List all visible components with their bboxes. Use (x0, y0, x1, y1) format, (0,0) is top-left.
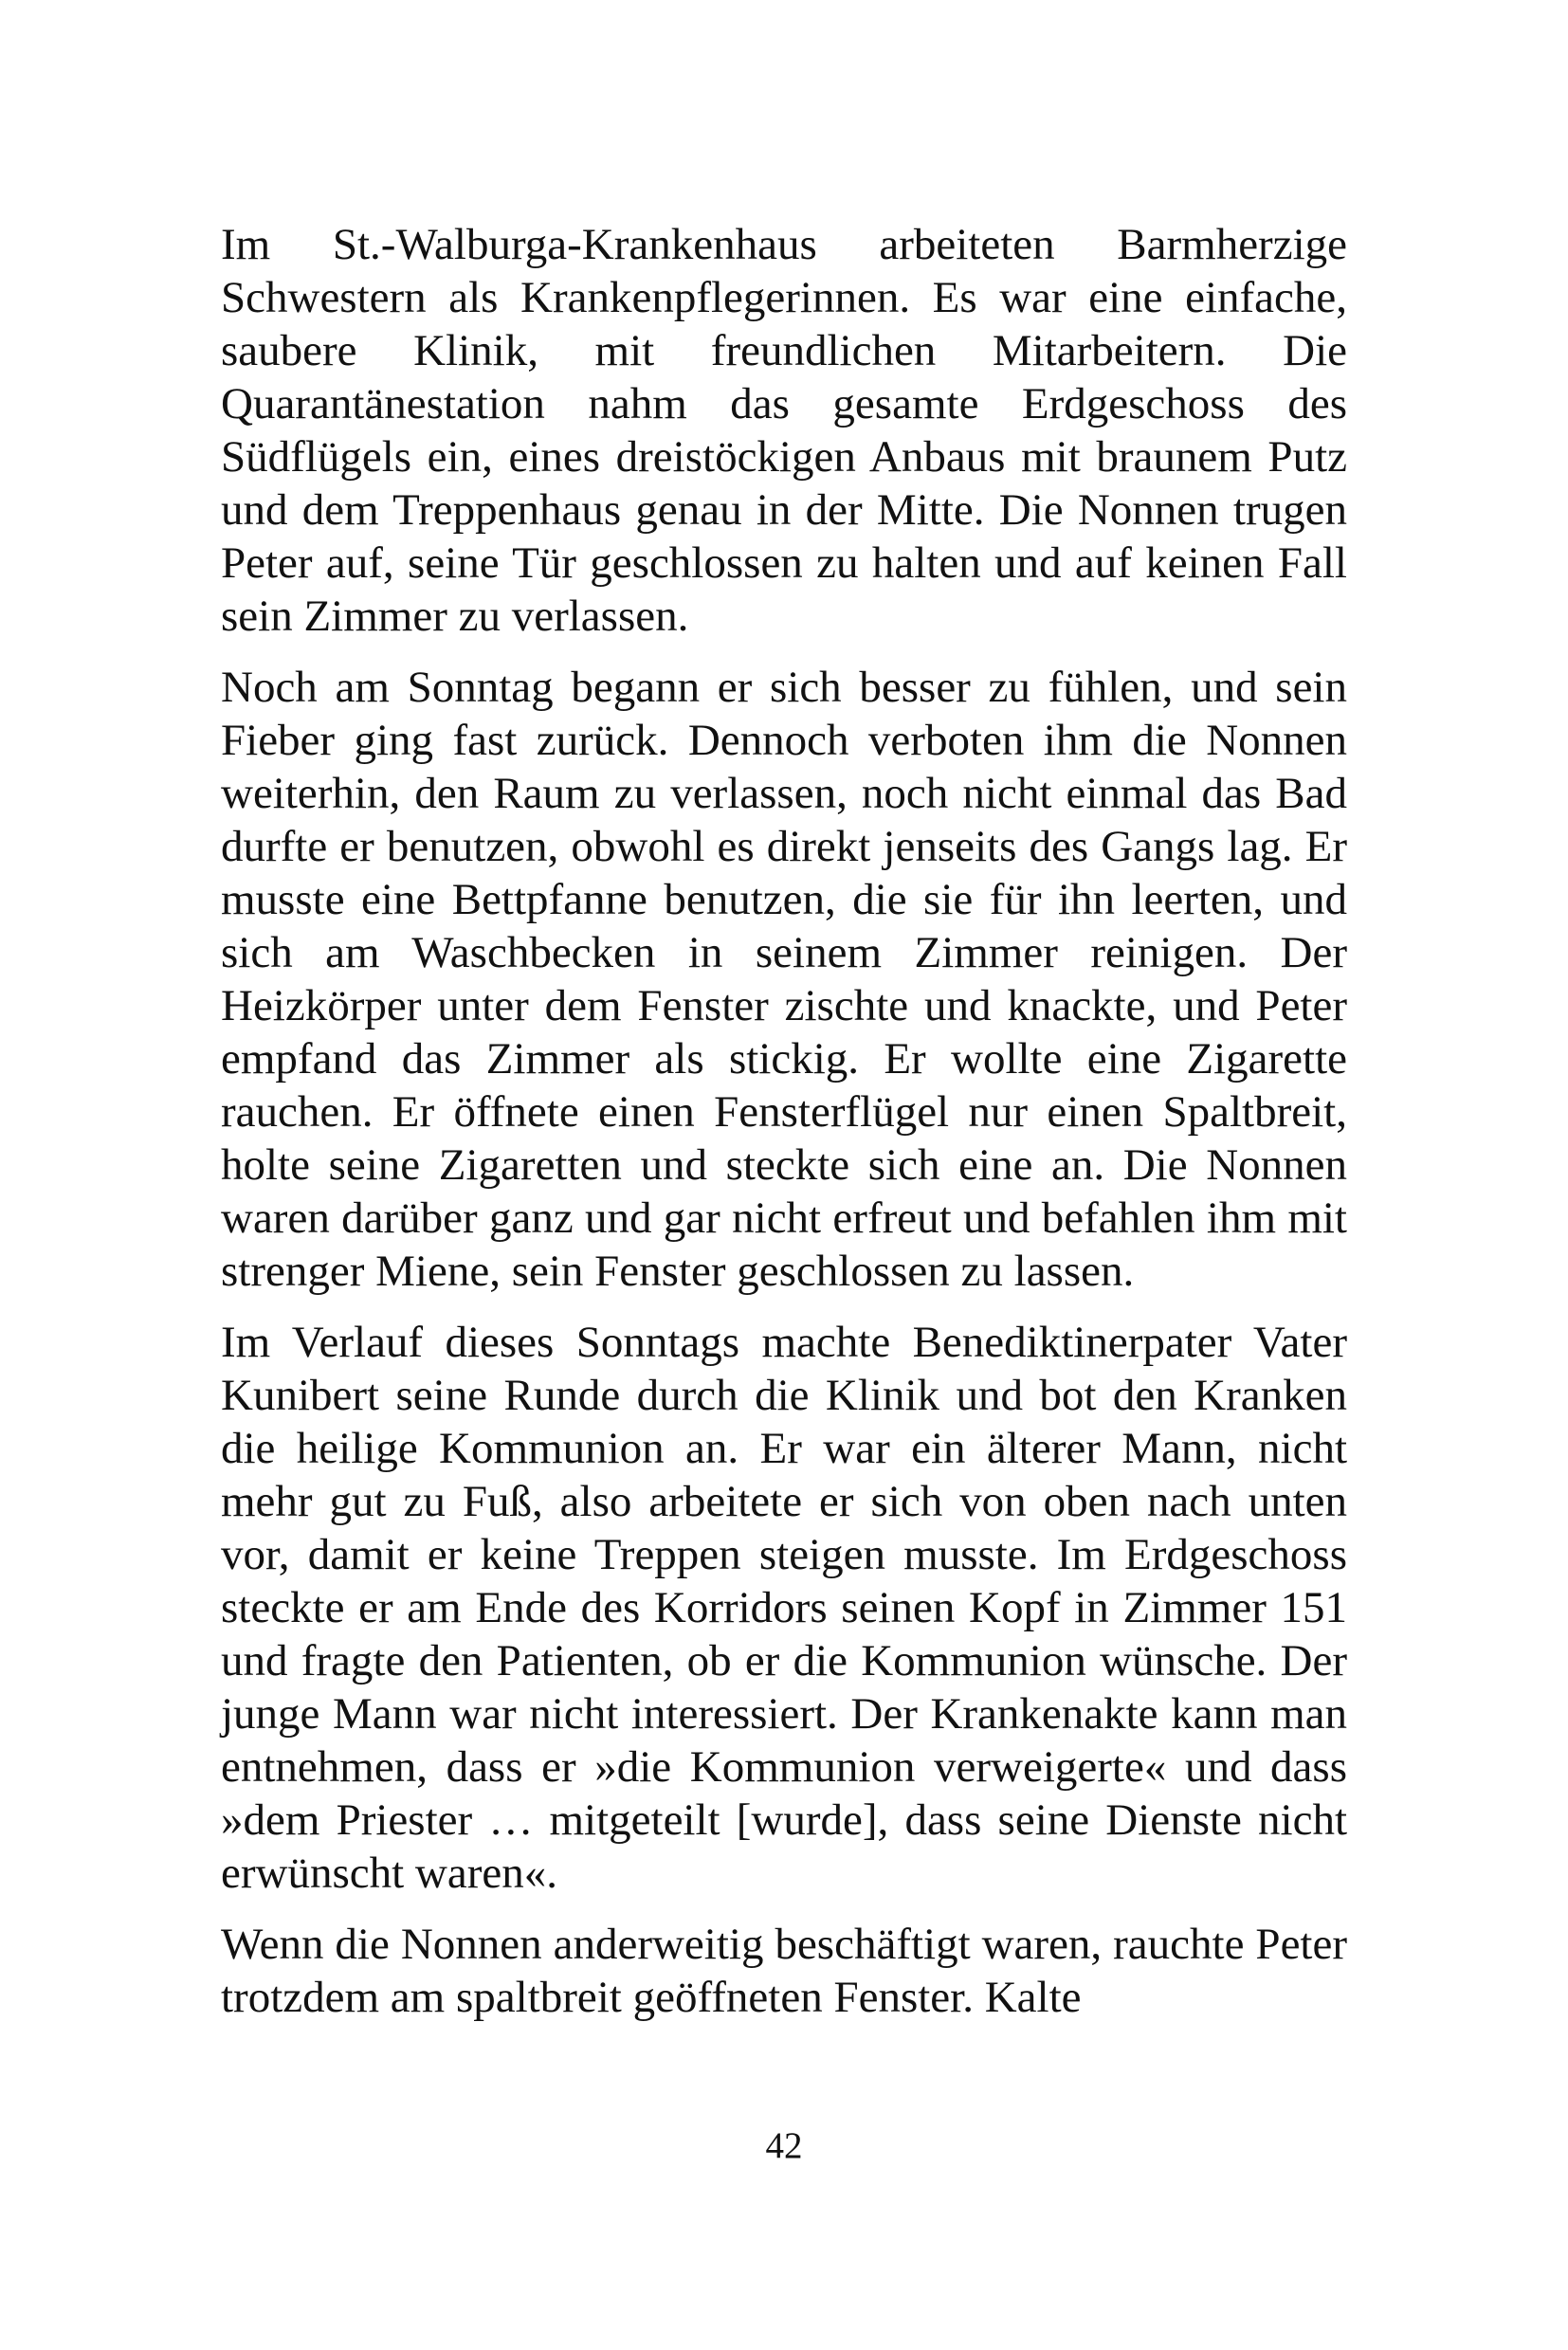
paragraph-3: Im Verlauf dieses Sonntags machte Benediktinerpater Vater Kunibert seine Runde durch die Klinik und bot den Kranken die heilige Kommunion an. Er war ein älterer Mann, nicht mehr gut zu Fuß, also arbeitete er sich von oben nach unten vor, damit er keine Treppen steigen musste. Im Erdgeschoss steckte er am Ende des Korridors seinen Kopf in Zimmer 151 und fragte den Patienten, ob er die Kommunion wünsche. Der junge Mann war nicht interessiert. Der Krankenakte kann man entnehmen, dass er »die Kommunion verweigerte« und dass »dem Priester … mitgeteilt [wurde], dass seine Dienste nicht erwünscht waren«. (221, 1318, 1347, 1898)
paragraph-1: Im St.-Walburga-Krankenhaus arbeiteten Barmherzige Schwestern als Krankenpflegerinnen. Es war eine einfache, saubere Klinik, mit freundlichen Mitarbeitern. Die Quarantänestation nahm das gesamte Erdgeschoss des Südflügels ein, eines dreistöckigen Anbaus mit braunem Putz und dem Treppenhaus genau in der Mitte. Die Nonnen trugen Peter auf, seine Tür geschlossen zu halten und auf keinen Fall sein Zimmer zu verlassen. (221, 220, 1347, 641)
page-number: 42 (765, 2125, 803, 2166)
paragraph-4: Wenn die Nonnen anderweitig beschäftigt waren, rauchte Peter trotzdem am spaltbreit geöffneten Fenster. Kalte (221, 1920, 1347, 2022)
paragraph-2: Noch am Sonntag begann er sich besser zu fühlen, und sein Fieber ging fast zurück. Dennoch verboten ihm die Nonnen weiterhin, den Raum zu verlassen, noch nicht einmal das Bad durfte er benutzen, obwohl es direkt jenseits des Gangs lag. Er musste eine Bettpfanne benutzen, die sie für ihn leerten, und sich am Waschbecken in seinem Zimmer reinigen. Der Heizkörper unter dem Fenster zischte und knackte, und Peter empfand das Zimmer als stickig. Er wollte eine Zigarette rauchen. Er öffnete einen Fensterflügel nur einen Spaltbreit, holte seine Zigaretten und steckte sich eine an. Die Nonnen waren darüber ganz und gar nicht erfreut und befahlen ihm mit strenger Miene, sein Fenster geschlossen zu lassen. (221, 663, 1347, 1296)
page-text-block (221, 218, 1347, 2024)
